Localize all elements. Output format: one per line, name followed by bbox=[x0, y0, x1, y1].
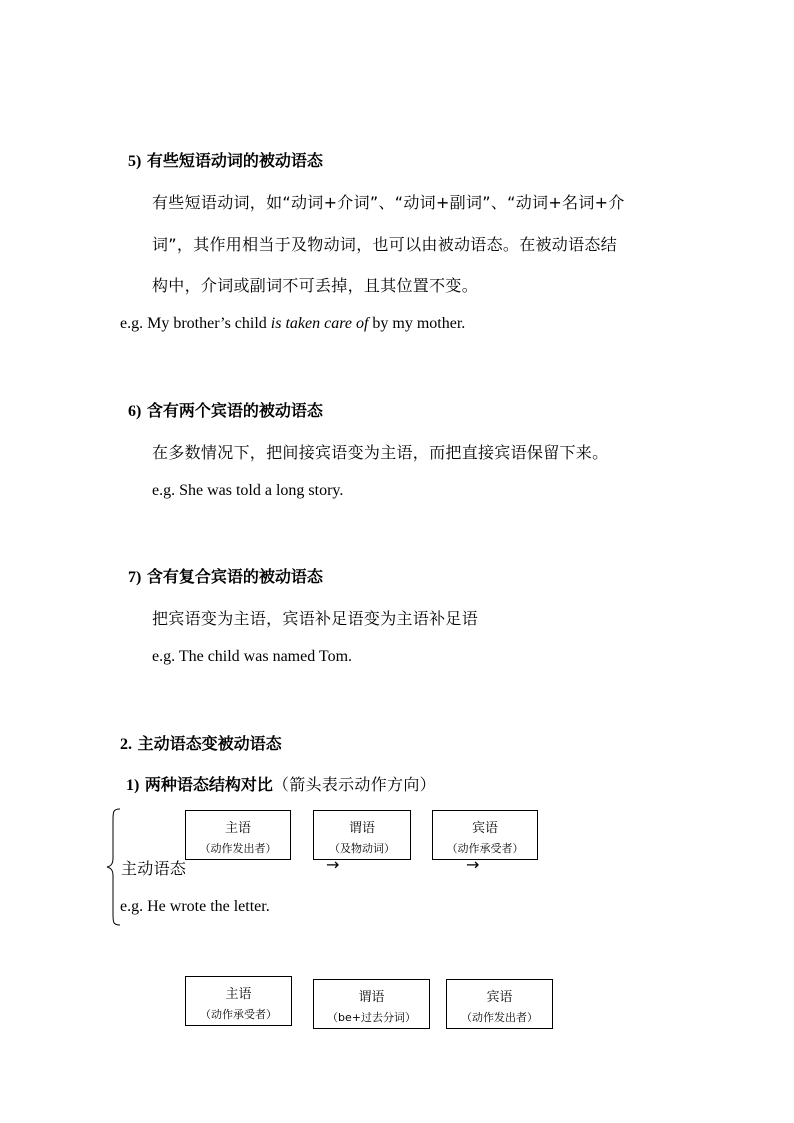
box-subtitle: （动作承受者） bbox=[446, 842, 524, 855]
part-2-number: 2. bbox=[120, 736, 132, 753]
section-7-line: 把宾语变为主语，宾语补足语变为主语补足语 bbox=[152, 609, 479, 628]
active-voice-label: 主动语态 bbox=[121, 859, 187, 878]
box-subtitle: （动作承受者） bbox=[200, 1008, 277, 1021]
part-2-title: 主动语态变被动语态 bbox=[137, 734, 282, 753]
example-italic: is taken care of bbox=[270, 315, 369, 332]
section-7-number: 7) bbox=[128, 569, 142, 586]
box-title: 主语 bbox=[225, 987, 252, 1002]
example-prefix: e.g. My brother’s child bbox=[120, 315, 271, 332]
section-6-example: e.g. She was told a long story. bbox=[152, 482, 344, 499]
section-5-heading bbox=[128, 148, 323, 171]
example-suffix: by my mother. bbox=[368, 315, 466, 332]
box-title: 谓语 bbox=[358, 990, 385, 1005]
box-subtitle: （动作发出者） bbox=[461, 1011, 538, 1024]
section-7-title: 含有复合宾语的被动语态 bbox=[146, 567, 323, 586]
section-6-title: 含有两个宾语的被动语态 bbox=[146, 401, 323, 420]
section-6-number: 6) bbox=[128, 403, 142, 420]
arrow-right-icon: → bbox=[466, 855, 480, 874]
active-predicate-box bbox=[313, 810, 411, 860]
section-7-heading bbox=[128, 564, 323, 587]
box-title: 谓语 bbox=[348, 821, 375, 836]
active-subject-box bbox=[185, 810, 291, 860]
box-title: 宾语 bbox=[471, 821, 498, 836]
box-title: 主语 bbox=[224, 821, 251, 836]
box-subtitle: （动作发出者） bbox=[199, 842, 277, 855]
active-object-box bbox=[432, 810, 538, 860]
passive-object-box bbox=[446, 979, 553, 1029]
box-subtitle: （be+过去分词） bbox=[327, 1011, 416, 1024]
section-5-line-2: 词”，其作用相当于及物动词，也可以由被动语态。在被动语态结 bbox=[152, 235, 617, 254]
section-6-line: 在多数情况下，把间接宾语变为主语，而把直接宾语保留下来。 bbox=[152, 443, 609, 462]
box-title: 宾语 bbox=[486, 990, 513, 1005]
passive-subject-box bbox=[185, 976, 292, 1026]
subsection-1-title: 两种语态结构对比 bbox=[144, 775, 273, 794]
section-5-line-3: 构中，介词或副词不可丢掉，且其位置不变。 bbox=[152, 276, 479, 295]
part-2-heading bbox=[120, 731, 282, 754]
subsection-1-heading bbox=[126, 772, 436, 795]
active-voice-example: e.g. He wrote the letter. bbox=[120, 898, 270, 915]
section-6-heading bbox=[128, 398, 323, 421]
section-5-example bbox=[120, 315, 465, 333]
box-subtitle: （及物动词） bbox=[329, 842, 395, 855]
section-5-line-1: 有些短语动词，如“动词+介词”、“动词+副词”、“动词+名词+介 bbox=[152, 193, 625, 212]
passive-predicate-box bbox=[313, 979, 430, 1029]
arrow-right-icon: → bbox=[326, 855, 340, 874]
section-5-title: 有些短语动词的被动语态 bbox=[146, 151, 323, 170]
subsection-1-note: （箭头表示动作方向） bbox=[272, 775, 436, 794]
subsection-1-number: 1) bbox=[126, 777, 140, 794]
section-7-example: e.g. The child was named Tom. bbox=[152, 648, 353, 665]
section-5-number: 5) bbox=[128, 153, 142, 170]
